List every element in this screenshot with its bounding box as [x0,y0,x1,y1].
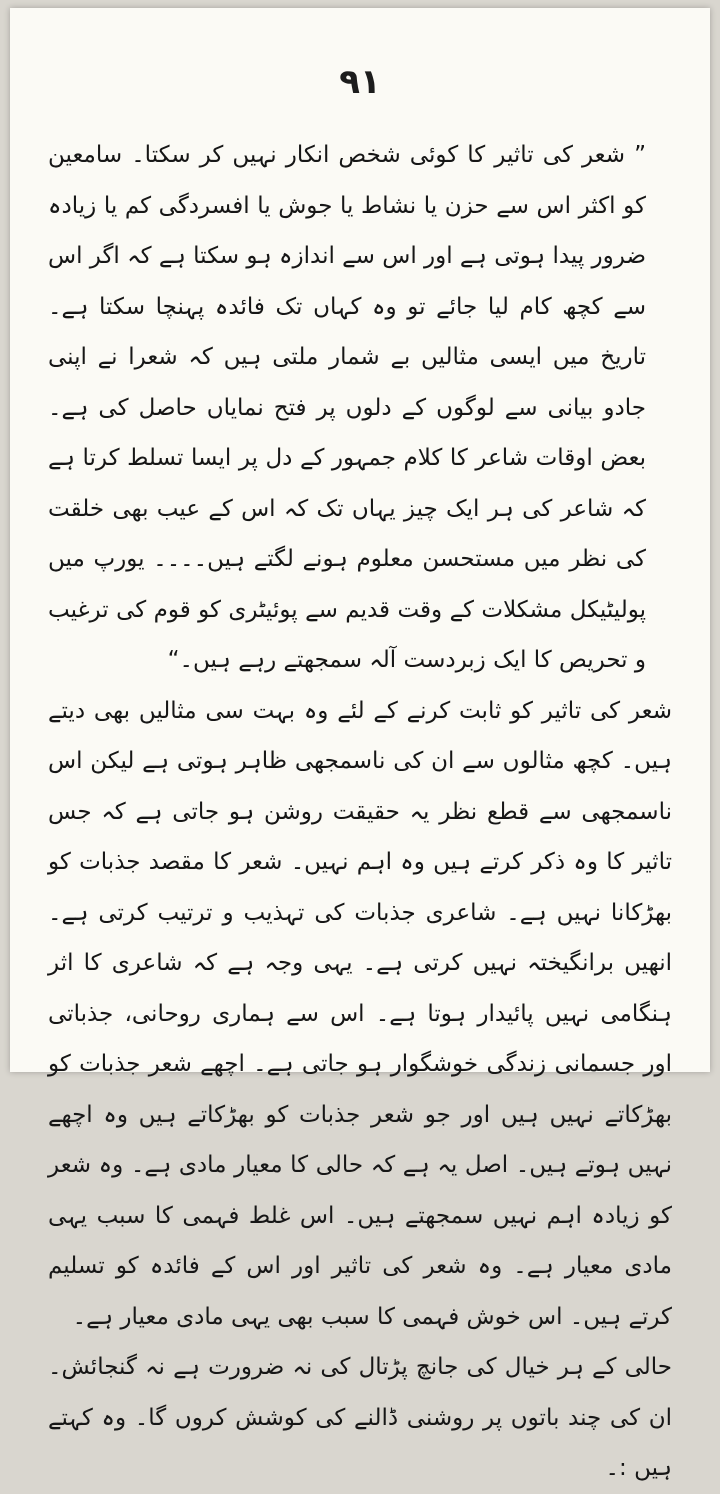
page-number: ۹۱ [339,62,381,102]
page-body [48,130,672,1494]
closing-paragraph: حالی کے ہر خیال کی جانچ پڑتال کی نہ ضرورت ہے نہ گنجائش۔ ان کی چند باتوں پر روشنی ڈالنے کی کوشش کروں گا۔ وہ کہتے ہیں :۔ [48,1354,672,1481]
body-paragraph: شعر کی تاثیر کو ثابت کرنے کے لئے وہ بہت سی مثالیں بھی دیتے ہیں۔ کچھ مثالوں سے ان کی ناسمجھی ظاہر ہوتی ہے لیکن اس ناسمجھی سے قطع نظر یہ حقیقت روشن ہو جاتی ہے کہ جس تاثیر کا وہ ذکر کرتے ہیں وہ اہم نہیں۔ شعر کا مقصد جذبات کو بھڑکانا نہیں ہے۔ شاعری جذبات کی تہذیب و ترتیب کرتی ہے۔ انھیں برانگیختہ نہیں کرتی ہے۔ یہی وجہ ہے کہ شاعری کا اثر ہنگامی نہیں پائیدار ہوتا ہے۔ اس سے ہماری روحانی، جذباتی اور جسمانی زندگی خوشگوار ہو جاتی ہے۔ اچھے شعر جذبات کو بھڑکاتے نہیں ہیں اور جو شعر جذبات کو بھڑکاتے ہیں وہ اچھے نہیں ہوتے ہیں۔ اصل یہ ہے کہ حالی کا معیار مادی ہے۔ وہ شعر کو زیادہ اہم نہیں سمجھتے ہیں۔ اس غلط فہمی کا سبب یہی مادی معیار ہے۔ وہ شعر کی تاثیر اور اس کے فائدہ کو تسلیم کرتے ہیں۔ اس خوش فہمی کا سبب بھی یہی مادی معیار ہے۔ [48,697,672,1330]
book-page [10,8,710,1481]
quoted-paragraph: ” شعر کی تاثیر کا کوئی شخص انکار نہیں کر سکتا۔ سامعین کو اکثر اس سے حزن یا نشاط یا جوش یا افسردگی کم یا زیادہ ضرور پیدا ہوتی ہے اور اس سے اندازہ ہو سکتا ہے کہ اگر اس سے کچھ کام لیا جائے تو وہ کہاں تک فائدہ پہنچا سکتا ہے۔ تاریخ میں ایسی مثالیں بے شمار ملتی ہیں کہ شعرا نے اپنی جادو بیانی سے لوگوں کے دلوں پر فتح نمایاں حاصل کی ہے۔ بعض اوقات شاعر کا کلام جمہور کے دل پر ایسا تسلط کرتا ہے کہ شاعر کی ہر ایک چیز یہاں تک کہ اس کے عیب بھی خلقت کی نظر میں مستحسن معلوم ہونے لگتے ہیں۔۔۔۔ یورپ میں پولیٹیکل مشکلات کے وقت قدیم سے پوئیٹری کو قوم کی ترغیب و تحریص کا ایک زبردست آلہ سمجھتے رہے ہیں۔“ [48,142,646,673]
